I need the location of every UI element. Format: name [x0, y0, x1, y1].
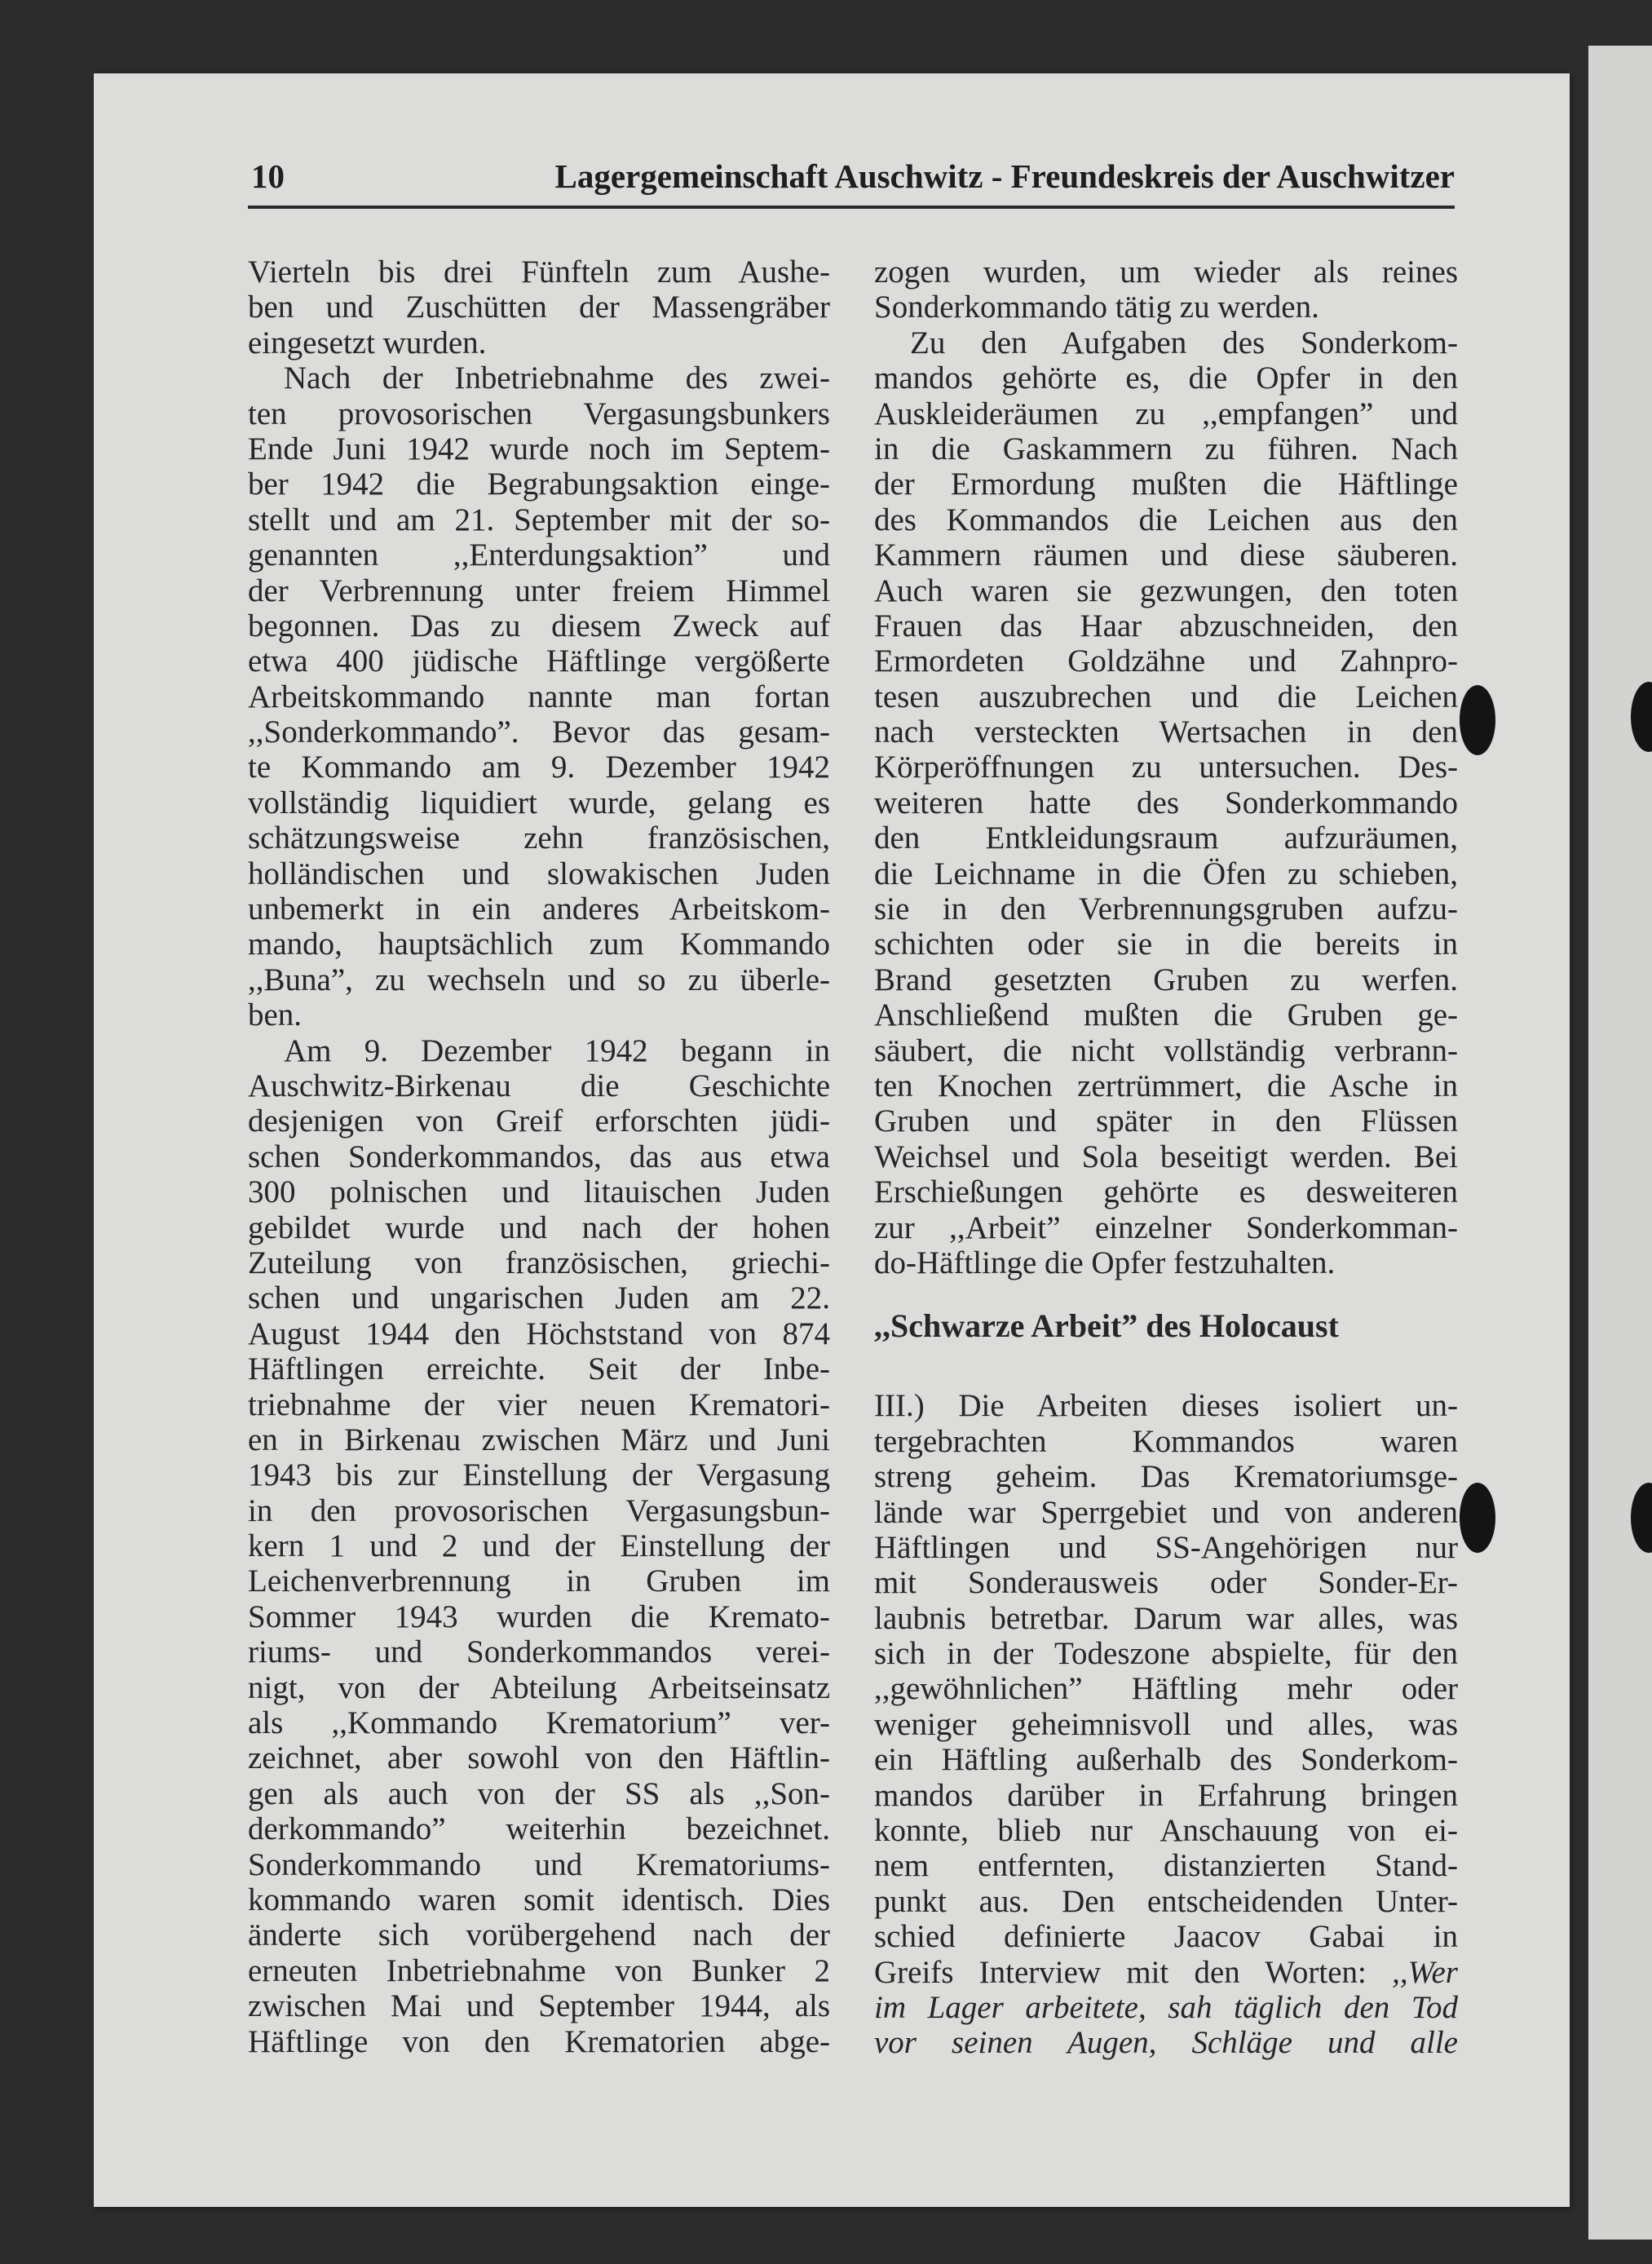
quote-start: ,,Wer	[1392, 1954, 1458, 1990]
text-line: unbemerkt in ein anderes Arbeitskom-	[248, 891, 830, 927]
text-line: ,,gewöhnlichen” Häftling mehr oder	[874, 1671, 1458, 1707]
punch-hole	[1460, 1483, 1495, 1553]
text-line: Arbeitskommando nannte man fortan	[248, 679, 830, 714]
text-line: Anschließend mußten die Gruben ge-	[874, 997, 1458, 1033]
text-line: stellt und am 21. September mit der so-	[248, 502, 830, 537]
text-line: kommando waren somit identisch. Dies	[248, 1882, 830, 1917]
text-line: Weichsel und Sola beseitigt werden. Bei	[874, 1139, 1458, 1174]
text-line: Häftlinge von den Krematorien abge-	[248, 2023, 830, 2059]
text-line: erneuten Inbetriebnahme von Bunker 2	[248, 1952, 830, 1988]
text-line: in den provosorischen Vergasungsbun-	[248, 1492, 830, 1528]
text-line: ben.	[248, 997, 303, 1033]
text-line: nigt, von der Abteilung Arbeitseinsatz	[248, 1669, 830, 1705]
text-line: ten provosorischen Vergasungsbunkers	[248, 396, 830, 431]
quoted-text-line: im Lager arbeitete, sah täglich den Tod	[874, 1989, 1458, 2025]
text-line: mit Sonderausweis oder Sonder-Er-	[874, 1565, 1458, 1601]
text-line: III.) Die Arbeiten dieses isoliert un-	[874, 1388, 1458, 1424]
text-line: te Kommando am 9. Dezember 1942	[248, 750, 830, 785]
text-line: ein Häftling außerhalb des Sonderkom-	[874, 1742, 1458, 1778]
text-line: Vierteln bis drei Fünfteln zum Aushe-	[248, 254, 830, 290]
text-line: Nach der Inbetriebnahme des zwei-	[284, 360, 830, 396]
interview-line	[874, 1955, 1458, 1990]
text-line: gen als auch von der SS als ,,Son-	[248, 1775, 830, 1811]
text-line: mandos darüber in Erfahrung bringen	[874, 1777, 1458, 1813]
text-line: genannten ,,Enterdungsaktion” und	[248, 537, 830, 573]
punch-hole	[1460, 685, 1495, 755]
text-line: schätzungsweise zehn französischen,	[248, 820, 830, 856]
text-line: der Ermordung mußten die Häftlinge	[874, 467, 1458, 502]
text-line: mandos gehörte es, die Opfer in den	[874, 360, 1458, 396]
right-text-column	[874, 254, 1458, 2061]
text-line: Auch waren sie gezwungen, den toten	[874, 573, 1458, 608]
text-line: zogen wurden, um wieder als reines	[874, 254, 1458, 290]
text-line: ber 1942 die Begrabungsaktion einge-	[248, 467, 830, 502]
text-line: punkt aus. Den entscheidenden Unter-	[874, 1883, 1458, 1919]
text-line: August 1944 den Höchststand von 874	[248, 1316, 830, 1351]
text-line: Zuteilung von französischen, griechi-	[248, 1245, 830, 1280]
text-line: tergebrachten Kommandos waren	[874, 1423, 1458, 1459]
text-line: desjenigen von Greif erforschten jüdi-	[248, 1103, 830, 1139]
text-line: zeichnet, aber sowohl von den Häftlin-	[248, 1740, 830, 1776]
text-line: konnte, blieb nur Anschauung von ei-	[874, 1813, 1458, 1849]
text-line: ben und Zuschütten der Massengräber	[248, 290, 830, 325]
text-line: ,,Sonderkommando”. Bevor das gesam-	[248, 714, 830, 750]
text-line: vollständig liquidiert wurde, gelang es	[248, 785, 830, 820]
text-line: lände war Sperrgebiet und von anderen	[874, 1494, 1458, 1530]
heading-spacer	[874, 1372, 1458, 1388]
text-line: riums- und Sonderkommandos verei-	[248, 1634, 830, 1670]
running-header	[248, 147, 1455, 209]
text-line: in die Gaskammern zu führen. Nach	[874, 431, 1458, 467]
text-line: Sonderkommando tätig zu werden.	[874, 290, 1319, 325]
text-line: sie in den Verbrennungsgruben aufzu-	[874, 891, 1458, 927]
text-line: Erschießungen gehörte es desweiteren	[874, 1174, 1458, 1210]
text-line: ten Knochen zertrümmert, die Asche in	[874, 1068, 1458, 1103]
text-line: kern 1 und 2 und der Einstellung der	[248, 1528, 830, 1564]
text-line: etwa 400 jüdische Häftlinge vergößerte	[248, 643, 830, 679]
text-line: ,,Buna”, zu wechseln und so zu überle-	[248, 962, 830, 997]
text-line: Sommer 1943 wurden die Kremato-	[248, 1599, 830, 1634]
text-line: do-Häftlinge die Opfer festzuhalten.	[874, 1245, 1336, 1280]
text-line: Körperöffnungen zu untersuchen. Des-	[874, 750, 1458, 785]
text-line: tesen auszubrechen und die Leichen	[874, 679, 1458, 714]
text-line: triebnahme der vier neuen Krematori-	[248, 1386, 830, 1422]
text-line: Am 9. Dezember 1942 begann in	[284, 1033, 830, 1068]
section-heading: ,,Schwarze Arbeit” des Holocaust	[874, 1307, 1339, 1345]
text-line: Auschwitz-Birkenau die Geschichte	[248, 1068, 830, 1103]
text-line: Zu den Aufgaben des Sonderkom-	[910, 325, 1458, 360]
text-line: Leichenverbrennung in Gruben im	[248, 1563, 830, 1599]
running-title: Lagergemeinschaft Auschwitz - Freundeskreis der Auschwitzer	[554, 157, 1455, 195]
text-line: schied definierte Jaacov Gabai in	[874, 1919, 1458, 1955]
text-line: nach versteckten Wertsachen in den	[874, 714, 1458, 750]
quoted-text-line: vor seinen Augen, Schläge und alle	[874, 2025, 1458, 2061]
text-line: en in Birkenau zwischen März und Juni	[248, 1422, 830, 1457]
text-line: weniger geheimnisvoll und alles, was	[874, 1706, 1458, 1742]
text-line: als ,,Kommando Krematorium” ver-	[248, 1705, 830, 1741]
text-line: holländischen und slowakischen Juden	[248, 856, 830, 891]
text-line: 1943 bis zur Einstellung der Vergasung	[248, 1457, 830, 1493]
text-line: Sonderkommando und Krematoriums-	[248, 1846, 830, 1882]
text-line: schen Sonderkommandos, das aus etwa	[248, 1139, 830, 1174]
text-line: sich in der Todeszone abspielte, für den	[874, 1636, 1458, 1672]
text-line: des Kommandos die Leichen aus den	[874, 502, 1458, 537]
text-line: schen und ungarischen Juden am 22.	[248, 1280, 830, 1316]
text-line: die Leichname in die Öfen zu schieben,	[874, 856, 1458, 891]
text-line: begonnen. Das zu diesem Zweck auf	[248, 608, 830, 643]
text-line: säubert, die nicht vollständig verbrann-	[874, 1033, 1458, 1068]
text-line: streng geheim. Das Krematoriumsge-	[874, 1459, 1458, 1495]
text-line: derkommando” weiterhin bezeichnet.	[248, 1811, 830, 1847]
text-line: weiteren hatte des Sonderkommando	[874, 785, 1458, 820]
text-line: den Entkleidungsraum aufzuräumen,	[874, 820, 1458, 856]
text-line: schichten oder sie in die bereits in	[874, 926, 1458, 962]
interview-line-prefix: Greifs Interview mit den Worten:	[874, 1954, 1393, 1990]
text-line: zur ,,Arbeit” einzelner Sonderkomman-	[874, 1209, 1458, 1245]
left-text-column	[248, 254, 830, 2059]
text-line: Ende Juni 1942 wurde noch im Septem-	[248, 431, 830, 467]
text-line: änderte sich vorübergehend nach der	[248, 1917, 830, 1953]
page-number: 10	[251, 157, 285, 195]
text-line: Brand gesetzten Gruben zu werfen.	[874, 962, 1458, 997]
text-line: Gruben und später in den Flüssen	[874, 1103, 1458, 1139]
text-line: Ermordeten Goldzähne und Zahnpro-	[874, 643, 1458, 679]
text-line: Häftlingen und SS-Angehörigen nur	[874, 1529, 1458, 1565]
text-line: zwischen Mai und September 1944, als	[248, 1988, 830, 2024]
text-line: der Verbrennung unter freiem Himmel	[248, 573, 830, 608]
text-line: laubnis betretbar. Darum war alles, was	[874, 1600, 1458, 1636]
text-line: Häftlingen erreichte. Seit der Inbe-	[248, 1351, 830, 1387]
text-line: gebildet wurde und nach der hohen	[248, 1209, 830, 1245]
text-line: Auskleideräumen zu ,,empfangen” und	[874, 396, 1458, 431]
text-line: mando, hauptsächlich zum Kommando	[248, 926, 830, 962]
adjacent-page-edge	[1588, 46, 1652, 2240]
text-line: eingesetzt wurden.	[248, 325, 487, 360]
text-line: Frauen das Haar abzuschneiden, den	[874, 608, 1458, 643]
text-line: 300 polnischen und litauischen Juden	[248, 1174, 830, 1210]
text-line: nem entfernten, distanzierten Stand-	[874, 1848, 1458, 1884]
text-line: Kammern räumen und diese säuberen.	[874, 537, 1458, 573]
